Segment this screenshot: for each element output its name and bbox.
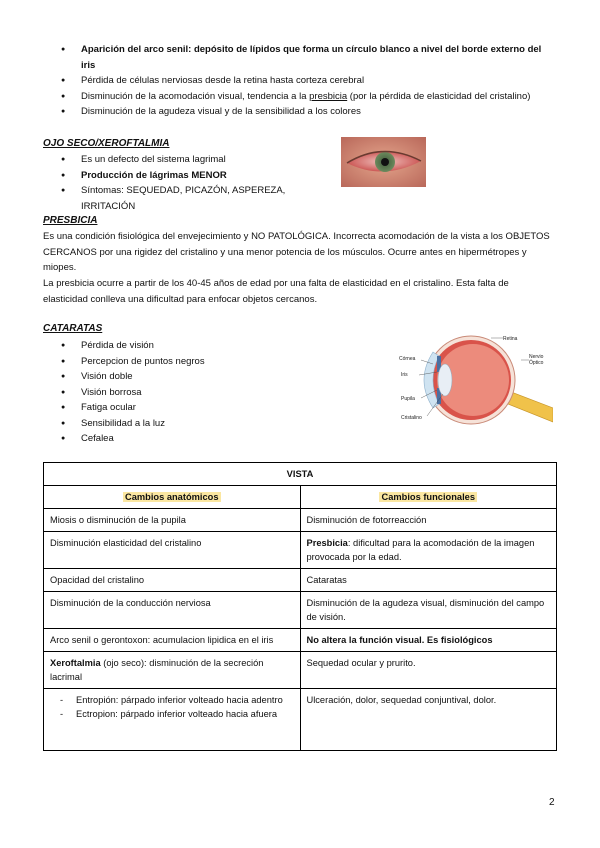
table-cell: Arco senil o gerontoxon: acumulacion lipidica en el iris	[44, 629, 301, 652]
cataratas-list	[55, 338, 335, 447]
table-row	[44, 689, 557, 751]
section-title-presbicia: PRESBICIA	[43, 215, 98, 226]
list-item: ● Visión doble	[55, 369, 335, 385]
list-item: ● Fatiga ocular	[55, 400, 335, 416]
list-item: ● Cefalea	[55, 431, 335, 447]
label-cristalino: Cristalino	[401, 415, 422, 421]
table-cell: Disminución de la conducción nerviosa	[44, 592, 301, 629]
lens-shape	[438, 364, 452, 396]
aging-eye-list	[55, 42, 555, 120]
table-cell: Opacidad del cristalino	[44, 569, 301, 592]
table-cell	[44, 689, 301, 751]
list-item: ● Disminución de la agudeza visual y de la sensibilidad a los colores	[55, 104, 555, 120]
column-header-anatomicos: Cambios anatómicos	[124, 492, 219, 502]
list-item: - Ectropion: párpado inferior volteado hacia afuera	[50, 707, 294, 721]
table-row	[44, 592, 557, 629]
column-header-funcionales: Cambios funcionales	[381, 492, 475, 502]
label-optico: Óptico	[529, 360, 544, 366]
label-pupila: Pupila	[401, 396, 415, 402]
table-row	[44, 509, 557, 532]
list-item: ● Es un defecto del sistema lagrimal	[55, 152, 335, 168]
section-title-ojo-seco: OJO SECO/XEROFTALMIA	[43, 138, 170, 149]
section-title-cataratas: CATARATAS	[43, 323, 103, 334]
list-item: ● Sensibilidad a la luz	[55, 416, 335, 432]
table-cell: Presbicia: dificultad para la acomodación de la imagen provocada por la edad.	[300, 532, 557, 569]
table-row	[44, 463, 557, 486]
ojo-seco-list	[55, 152, 335, 214]
table-cell: Sequedad ocular y prurito.	[300, 652, 557, 689]
list-item: ● Pérdida de células nerviosas desde la retina hasta corteza cerebral	[55, 73, 555, 89]
list-item: - Entropión: párpado inferior volteado hacia adentro	[50, 693, 294, 707]
list-item: ● Síntomas: SEQUEDAD, PICAZÓN, ASPEREZA, IRRITACIÓN	[55, 183, 335, 214]
table-cell: Disminución de fotorreacción	[300, 509, 557, 532]
table-row	[44, 569, 557, 592]
presbicia-paragraph-1: Es una condición fisiológica del envejecimiento y NO PATOLÓGICA. Incorrecta acomodación de la vista a los OBJETOS CERCANOS por una rigidez del cristalino y una menor potencia de los músculos. Ocurre antes en hipermétropes y miopes.	[43, 231, 550, 273]
table-cell: Ulceración, dolor, sequedad conjuntival, dolor.	[300, 689, 557, 751]
table-cell: Disminución de la agudeza visual, disminución del campo de visión.	[300, 592, 557, 629]
table-row	[44, 629, 557, 652]
list-item: ● Aparición del arco senil: depósito de lípidos que forma un círculo blanco a nivel del borde externo del iris	[55, 42, 555, 73]
list-item: ● Percepcion de puntos negros	[55, 354, 335, 370]
list-item: ● Producción de lágrimas MENOR	[55, 168, 335, 184]
label-nervio: Nervio	[529, 354, 544, 360]
table-cell: Xeroftalmia (ojo seco): disminución de la secreción lacrimal	[44, 652, 301, 689]
list-item: ● Pérdida de visión	[55, 338, 335, 354]
table-cell: Disminución elasticidad del cristalino	[44, 532, 301, 569]
table-row	[44, 652, 557, 689]
label-retina: Retina	[503, 336, 518, 342]
page-number: 2	[549, 797, 555, 808]
table-cell: Miosis o disminución de la pupila	[44, 509, 301, 532]
red-eye-photo	[341, 137, 426, 187]
table-title: VISTA	[44, 463, 557, 486]
list-item: ● Visión borrosa	[55, 385, 335, 401]
label-iris: Iris	[401, 372, 408, 378]
vista-table	[43, 462, 557, 751]
list-item: ● Disminución de la acomodación visual, tendencia a la presbicia (por la pérdida de elasticidad del cristalino)	[55, 89, 555, 105]
eye-anatomy-diagram	[393, 330, 553, 430]
table-row	[44, 486, 557, 509]
label-cornea: Córnea	[399, 356, 416, 362]
presbicia-paragraph-2: La presbicia ocurre a partir de los 40-45 años de edad por una falta de elasticidad en el cristalino. Esta falta de elasticidad conlleva una dificultad para enfocar objetos cercanos.	[43, 278, 509, 305]
table-row	[44, 532, 557, 569]
table-cell: No altera la función visual. Es fisiológicos	[300, 629, 557, 652]
table-cell: Cataratas	[300, 569, 557, 592]
